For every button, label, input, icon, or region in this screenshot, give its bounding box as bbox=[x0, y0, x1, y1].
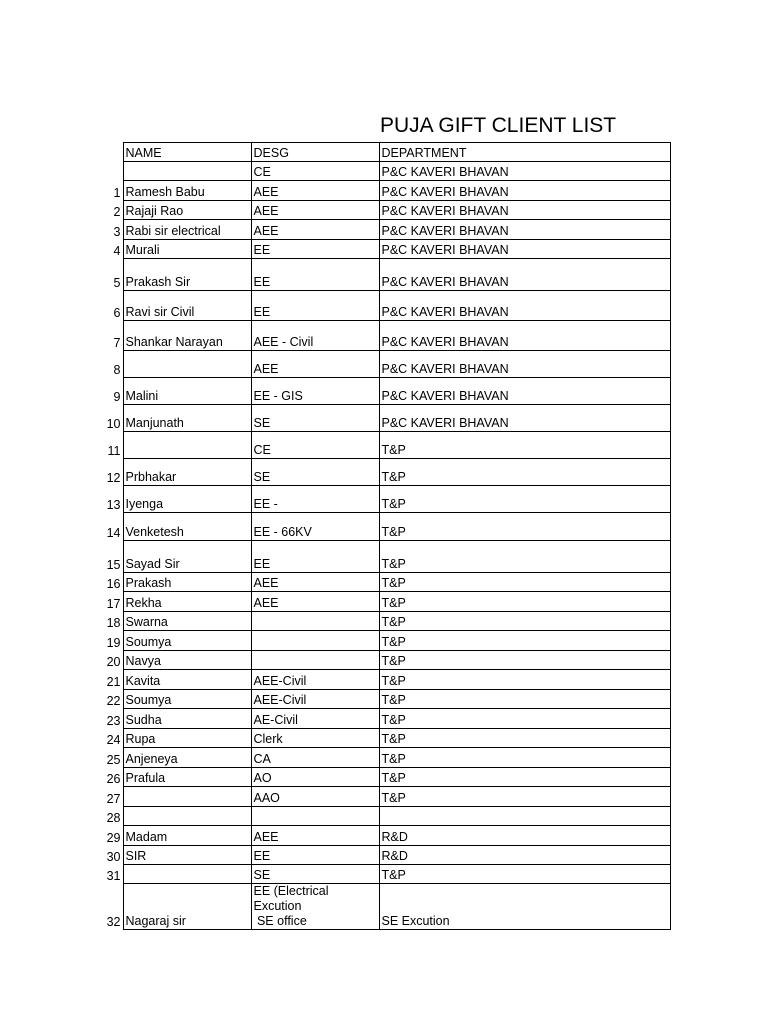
name-cell bbox=[123, 162, 251, 181]
row-number: 22 bbox=[106, 693, 121, 708]
desg-cell: AEE bbox=[251, 201, 379, 220]
desg-cell: EE bbox=[251, 541, 379, 573]
table-row bbox=[0, 541, 670, 573]
desg-cell: EE bbox=[251, 259, 379, 291]
table-row bbox=[0, 291, 670, 321]
column-header-name: NAME bbox=[123, 143, 251, 162]
table-row bbox=[0, 240, 670, 259]
department-cell: P&C KAVERI BHAVAN bbox=[379, 181, 670, 201]
row-number: 9 bbox=[113, 389, 121, 404]
desg-cell: AEE - Civil bbox=[251, 321, 379, 351]
row-number: 4 bbox=[113, 243, 121, 258]
desg-cell: EE bbox=[251, 846, 379, 865]
table-row bbox=[0, 768, 670, 787]
name-cell: Anjeneya bbox=[123, 748, 251, 768]
department-cell bbox=[379, 807, 670, 826]
name-cell: Manjunath bbox=[123, 405, 251, 432]
name-cell: Malini bbox=[123, 378, 251, 405]
row-number: 8 bbox=[113, 362, 121, 377]
table-row bbox=[0, 321, 670, 351]
row-number: 29 bbox=[106, 830, 121, 845]
desg-cell: SE bbox=[251, 865, 379, 884]
name-cell: Ravi sir Civil bbox=[123, 291, 251, 321]
name-cell bbox=[123, 807, 251, 826]
row-number: 23 bbox=[106, 713, 121, 728]
department-cell: P&C KAVERI BHAVAN bbox=[379, 405, 670, 432]
department-cell: P&C KAVERI BHAVAN bbox=[379, 351, 670, 378]
name-cell: Prakash Sir bbox=[123, 259, 251, 291]
column-header-department: DEPARTMENT bbox=[379, 143, 670, 162]
department-cell: T&P bbox=[379, 612, 670, 631]
table-row bbox=[0, 651, 670, 670]
department-cell: P&C KAVERI BHAVAN bbox=[379, 162, 670, 181]
desg-cell: AEE-Civil bbox=[251, 670, 379, 690]
desg-line: SE office bbox=[253, 914, 307, 928]
table-row bbox=[0, 432, 670, 459]
name-cell: Murali bbox=[123, 240, 251, 259]
table-row bbox=[0, 826, 670, 846]
name-cell: Shankar Narayan bbox=[123, 321, 251, 351]
department-cell: P&C KAVERI BHAVAN bbox=[379, 321, 670, 351]
department-cell: T&P bbox=[379, 631, 670, 651]
desg-cell: AEE bbox=[251, 351, 379, 378]
name-cell: SIR bbox=[123, 846, 251, 865]
desg-cell: CE bbox=[251, 432, 379, 459]
desg-cell: AAO bbox=[251, 787, 379, 807]
name-cell bbox=[123, 865, 251, 884]
row-number-header bbox=[0, 143, 123, 162]
department-cell: P&C KAVERI BHAVAN bbox=[379, 201, 670, 220]
desg-cell: AO bbox=[251, 768, 379, 787]
desg-cell bbox=[251, 884, 379, 930]
row-number bbox=[0, 162, 123, 181]
table-row bbox=[0, 865, 670, 884]
page-title: PUJA GIFT CLIENT LIST bbox=[380, 114, 617, 137]
department-cell: P&C KAVERI BHAVAN bbox=[379, 240, 670, 259]
table-row bbox=[0, 631, 670, 651]
row-number: 5 bbox=[113, 275, 121, 290]
table-row bbox=[0, 220, 670, 240]
desg-cell: AEE bbox=[251, 573, 379, 592]
row-number: 13 bbox=[106, 497, 121, 512]
name-cell: Iyenga bbox=[123, 486, 251, 513]
table-row bbox=[0, 729, 670, 748]
name-cell: Rupa bbox=[123, 729, 251, 748]
name-cell: Swarna bbox=[123, 612, 251, 631]
name-cell: Madam bbox=[123, 826, 251, 846]
table-row bbox=[0, 690, 670, 709]
table-row bbox=[0, 351, 670, 378]
table-row bbox=[0, 787, 670, 807]
department-cell: P&C KAVERI BHAVAN bbox=[379, 378, 670, 405]
table-row bbox=[0, 592, 670, 612]
desg-cell bbox=[251, 631, 379, 651]
desg-cell: AEE-Civil bbox=[251, 690, 379, 709]
name-cell: Ramesh Babu bbox=[123, 181, 251, 201]
row-number: 28 bbox=[106, 810, 121, 825]
row-number: 2 bbox=[113, 204, 121, 219]
name-cell: Venketesh bbox=[123, 513, 251, 541]
row-number: 10 bbox=[106, 416, 121, 431]
row-number: 15 bbox=[106, 557, 121, 572]
row-number: 12 bbox=[106, 470, 121, 485]
table-row bbox=[0, 573, 670, 592]
row-number: 24 bbox=[106, 732, 121, 747]
department-cell: R&D bbox=[379, 826, 670, 846]
row-number: 20 bbox=[106, 654, 121, 669]
department-cell: T&P bbox=[379, 459, 670, 486]
row-number: 7 bbox=[113, 335, 121, 350]
name-cell: Sayad Sir bbox=[123, 541, 251, 573]
table-row bbox=[0, 513, 670, 541]
name-cell: Prbhakar bbox=[123, 459, 251, 486]
desg-cell: CA bbox=[251, 748, 379, 768]
desg-cell: EE - GIS bbox=[251, 378, 379, 405]
department-cell: T&P bbox=[379, 432, 670, 459]
department-cell: P&C KAVERI BHAVAN bbox=[379, 291, 670, 321]
client-list-table bbox=[0, 142, 671, 930]
department-cell: T&P bbox=[379, 541, 670, 573]
desg-cell: EE bbox=[251, 291, 379, 321]
name-cell bbox=[123, 351, 251, 378]
name-cell: Soumya bbox=[123, 631, 251, 651]
department-cell: P&C KAVERI BHAVAN bbox=[379, 259, 670, 291]
desg-cell: Clerk bbox=[251, 729, 379, 748]
department-cell: SE Excution bbox=[379, 884, 670, 930]
row-number: 6 bbox=[113, 305, 121, 320]
name-cell: Rekha bbox=[123, 592, 251, 612]
desg-cell: AEE bbox=[251, 181, 379, 201]
row-number: 26 bbox=[106, 771, 121, 786]
department-cell: T&P bbox=[379, 670, 670, 690]
department-cell: T&P bbox=[379, 486, 670, 513]
department-cell: T&P bbox=[379, 787, 670, 807]
department-cell: T&P bbox=[379, 690, 670, 709]
department-cell: T&P bbox=[379, 709, 670, 729]
desg-line: EE (Electrical Excution bbox=[253, 884, 329, 913]
department-cell: T&P bbox=[379, 651, 670, 670]
desg-cell: EE bbox=[251, 240, 379, 259]
table-row bbox=[0, 846, 670, 865]
desg-cell: AEE bbox=[251, 826, 379, 846]
table-row bbox=[0, 486, 670, 513]
column-header-desg: DESG bbox=[251, 143, 379, 162]
name-cell: Navya bbox=[123, 651, 251, 670]
row-number: 3 bbox=[113, 224, 121, 239]
desg-cell: AE-Civil bbox=[251, 709, 379, 729]
table-row bbox=[0, 884, 670, 930]
table-row bbox=[0, 181, 670, 201]
name-cell bbox=[123, 787, 251, 807]
name-cell: Rabi sir electrical bbox=[123, 220, 251, 240]
table-row bbox=[0, 612, 670, 631]
row-number: 14 bbox=[106, 525, 121, 540]
row-number: 11 bbox=[107, 443, 121, 458]
table-row bbox=[0, 378, 670, 405]
desg-cell: EE - bbox=[251, 486, 379, 513]
name-cell: Nagaraj sir bbox=[123, 884, 251, 930]
row-number: 25 bbox=[106, 752, 121, 767]
table-row bbox=[0, 709, 670, 729]
desg-cell: EE - 66KV bbox=[251, 513, 379, 541]
row-number: 18 bbox=[106, 615, 121, 630]
name-cell: Prakash bbox=[123, 573, 251, 592]
row-number: 30 bbox=[106, 849, 121, 864]
desg-cell: CE bbox=[251, 162, 379, 181]
table-row bbox=[0, 748, 670, 768]
department-cell: T&P bbox=[379, 865, 670, 884]
row-number: 27 bbox=[106, 791, 121, 806]
desg-cell: SE bbox=[251, 459, 379, 486]
desg-cell bbox=[251, 612, 379, 631]
row-number: 16 bbox=[106, 576, 121, 591]
row-number: 32 bbox=[106, 914, 121, 929]
table-row bbox=[0, 201, 670, 220]
table-row bbox=[0, 459, 670, 486]
name-cell: Rajaji Rao bbox=[123, 201, 251, 220]
table-row bbox=[0, 259, 670, 291]
department-cell: T&P bbox=[379, 513, 670, 541]
desg-cell: AEE bbox=[251, 220, 379, 240]
department-cell: R&D bbox=[379, 846, 670, 865]
table-row bbox=[0, 670, 670, 690]
desg-cell: SE bbox=[251, 405, 379, 432]
department-cell: T&P bbox=[379, 748, 670, 768]
row-number: 31 bbox=[106, 868, 121, 883]
department-cell: T&P bbox=[379, 768, 670, 787]
table-row bbox=[0, 405, 670, 432]
row-number: 19 bbox=[106, 635, 121, 650]
desg-cell bbox=[251, 651, 379, 670]
table-row bbox=[0, 162, 670, 181]
desg-cell: AEE bbox=[251, 592, 379, 612]
row-number: 21 bbox=[106, 674, 121, 689]
name-cell: Sudha bbox=[123, 709, 251, 729]
row-number: 1 bbox=[113, 185, 121, 200]
department-cell: T&P bbox=[379, 729, 670, 748]
name-cell: Soumya bbox=[123, 690, 251, 709]
name-cell: Kavita bbox=[123, 670, 251, 690]
department-cell: T&P bbox=[379, 592, 670, 612]
department-cell: T&P bbox=[379, 573, 670, 592]
name-cell bbox=[123, 432, 251, 459]
table-row bbox=[0, 807, 670, 826]
department-cell: P&C KAVERI BHAVAN bbox=[379, 220, 670, 240]
row-number: 17 bbox=[106, 596, 121, 611]
name-cell: Prafula bbox=[123, 768, 251, 787]
desg-cell bbox=[251, 807, 379, 826]
header-row bbox=[0, 143, 670, 162]
